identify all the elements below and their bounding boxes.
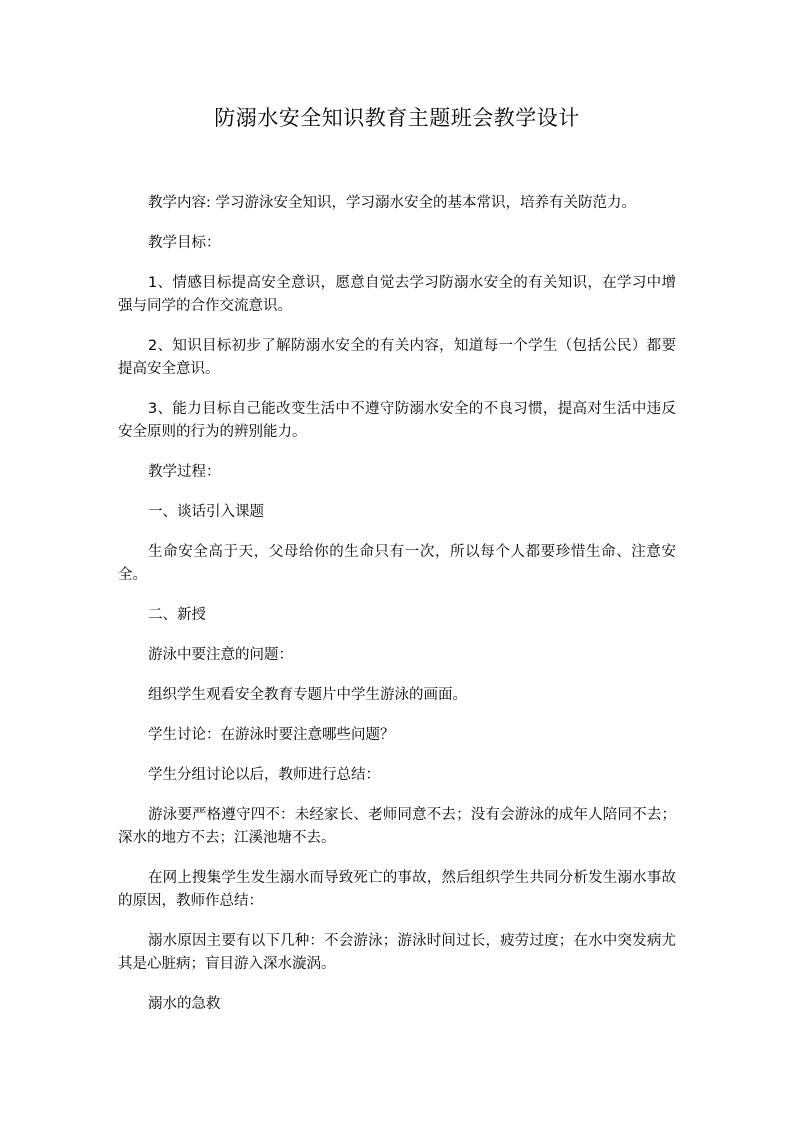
paragraph-goal-knowledge: 2、知识目标初步了解防溺水安全的有关内容，知道每一个学生（包括公民）都要提高安全意识。 (118, 338, 676, 377)
paragraph-first-aid-heading: 溺水的急救 (148, 996, 221, 1012)
paragraph-goal-ability: 3、能力目标自己能改变生活中不遵守防溺水安全的不良习惯，提高对生活中违反安全原则的行为的辨别能力。 (118, 401, 676, 440)
paragraph-swimming-issues: 游泳中要注意的问题： (148, 647, 293, 663)
document-title: 防溺水安全知识教育主题班会教学设计 (214, 106, 580, 130)
paragraph-accident-analysis: 在网上搜集学生发生溺水而导致死亡的事故，然后组织学生共同分析发生溺水事故的原因，教师作总结： (118, 870, 676, 909)
paragraph-four-rules: 游泳要严格遵守四不：未经家长、老师同意不去；没有会游泳的成年人陪同不去；深水的地方不去；江溪池塘不去。 (118, 807, 676, 846)
paragraph-section-two-heading: 二、新授 (148, 607, 206, 623)
paragraph-life-safety: 生命安全高于天，父母给你的生命只有一次，所以每个人都要珍惜生命、注意安全。 (118, 544, 676, 583)
document-body (118, 192, 676, 1033)
paragraph-teaching-goals-heading: 教学目标： (148, 235, 221, 251)
paragraph-section-one-heading: 一、谈话引入课题 (148, 504, 264, 520)
paragraph-teaching-process-heading: 教学过程： (148, 464, 221, 480)
paragraph-student-discussion: 学生讨论：在游泳时要注意哪些问题？ (148, 727, 395, 743)
paragraph-teaching-content: 教学内容: 学习游泳安全知识，学习溺水安全的基本常识，培养有关防范力。 (148, 195, 636, 211)
paragraph-teacher-summary: 学生分组讨论以后，教师进行总结： (148, 767, 380, 783)
paragraph-watch-film: 组织学生观看安全教育专题片中学生游泳的画面。 (148, 687, 467, 703)
paragraph-drowning-causes: 溺水原因主要有以下几种：不会游泳；游泳时间过长，疲劳过度；在水中突发病尤其是心脏病；盲目游入深水漩涡。 (118, 933, 676, 972)
paragraph-goal-emotion: 1、情感目标提高安全意识，愿意自觉去学习防溺水安全的有关知识，在学习中增强与同学的合作交流意识。 (118, 275, 676, 314)
